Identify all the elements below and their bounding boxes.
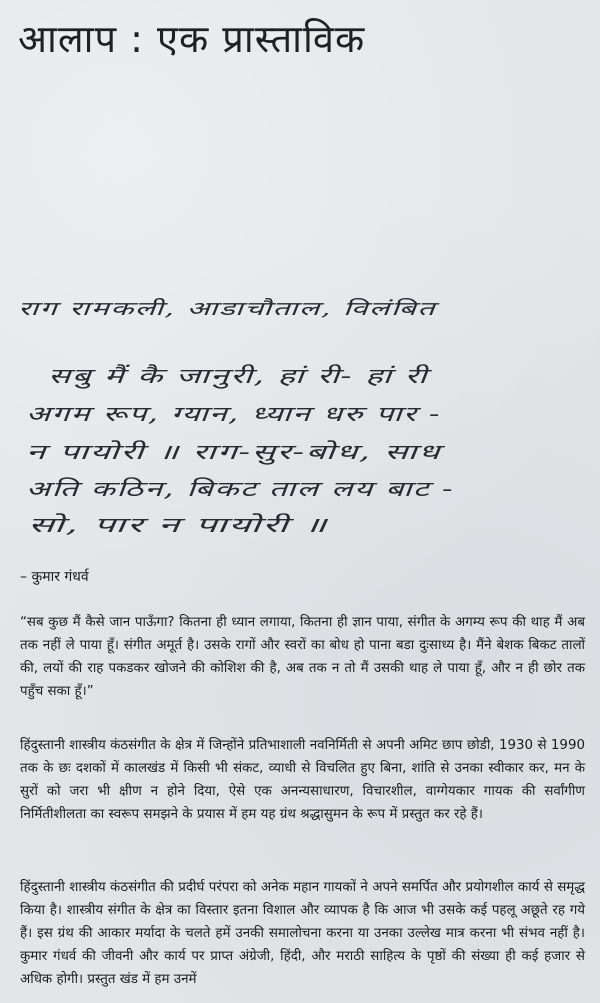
bandish-line-4: अति कठिन, बिकट ताल लय बाट - (26, 477, 454, 501)
paragraph-quote: “सब कुछ मैं कैसे जान पाऊँगा? कितना ही ध्यान लगाया, कितना ही ज्ञान पाया, संगीत के अगम्य रूप की थाह मैं अब तक नहीं ले पाया हूँ। संगीत अमूर्त है। उसके रागों और स्वरों का बोध हो पाना बडा दुःसाध्य है। मैंने बेशक बिकट तालों की, लयों की राह पकडकर खोजने की कोशिश की है, अब तक न तो मैं उसकी थाह ले पाया हूँ, और न ही छोर तक पहुँच सका हूँ।” (20, 615, 585, 699)
bandish-line-2: अगम रूप, ग्यान, ध्यान धरु पार - (26, 402, 441, 426)
bandish-line-5: सो, पार न पायोरी ॥ (28, 513, 329, 537)
attribution: – कुमार गंधर्व (20, 569, 89, 585)
bandish-line-1: सबु मैं कै जानुरी, हां री- हां री (48, 364, 292, 388)
page-title: आलाप : एक प्रास्ताविक (18, 17, 366, 61)
handwritten-bandish (18, 285, 458, 540)
paragraph-tradition: हिंदुस्तानी शास्त्रीय कंठसंगीत की प्रदीर्घ परंपरा को अनेक महान गायकों ने अपने समर्पित और प्रयोगशील कार्य से समृद्ध किया है। शास्त्रीय संगीत के क्षेत्र का विस्तार इतना विशाल और व्यापक है कि आज भी उसके कई पहलू अछूते रह गये हैं। इस ग्रंथ की आकार मर्यादा के चलते हमें उनकी समालोचना करना या उनका उल्लेख मात्र करना भी संभव नहीं है। कुमार गंधर्व की जीवनी और कार्य पर प्राप्त अंग्रेजी, हिंदी, और मराठी साहित्य के पृष्ठों की संख्या ही कई हजार से अधिक होगी। प्रस्तुत खंड में हम उनमें (20, 880, 585, 987)
handwritten-bandish-svg (18, 285, 458, 540)
paragraph-intro: हिंदुस्तानी शास्त्रीय कंठसंगीत के क्षेत्र में जिन्होंने प्रतिभाशाली नवनिर्मिती से अपनी अमिट छाप छोडी, 1930 से 1990 तक के छः दशकों में कालखंड में किसी भी संकट, व्याधी से विचलित हुए बिना, शांति से उनका स्वीकार कर, मन के सुरों को जरा भी क्षीण न होने दिया, ऐसे एक अनन्यसाधारण, विचारशील, वाग्गेयकार गायक की सर्वांगीण निर्मितीशीलता का स्वरूप समझने के प्रयास में हम यह ग्रंथ श्रद्धासुमन के रूप में प्रस्तुत कर रहे हैं। (20, 738, 585, 822)
bandish-line-3: न पायोरी ॥ राग-सुर-बोध, साध (26, 440, 279, 464)
bandish-heading: राग रामकली, आडाचौताल, विलंबित (18, 298, 284, 320)
